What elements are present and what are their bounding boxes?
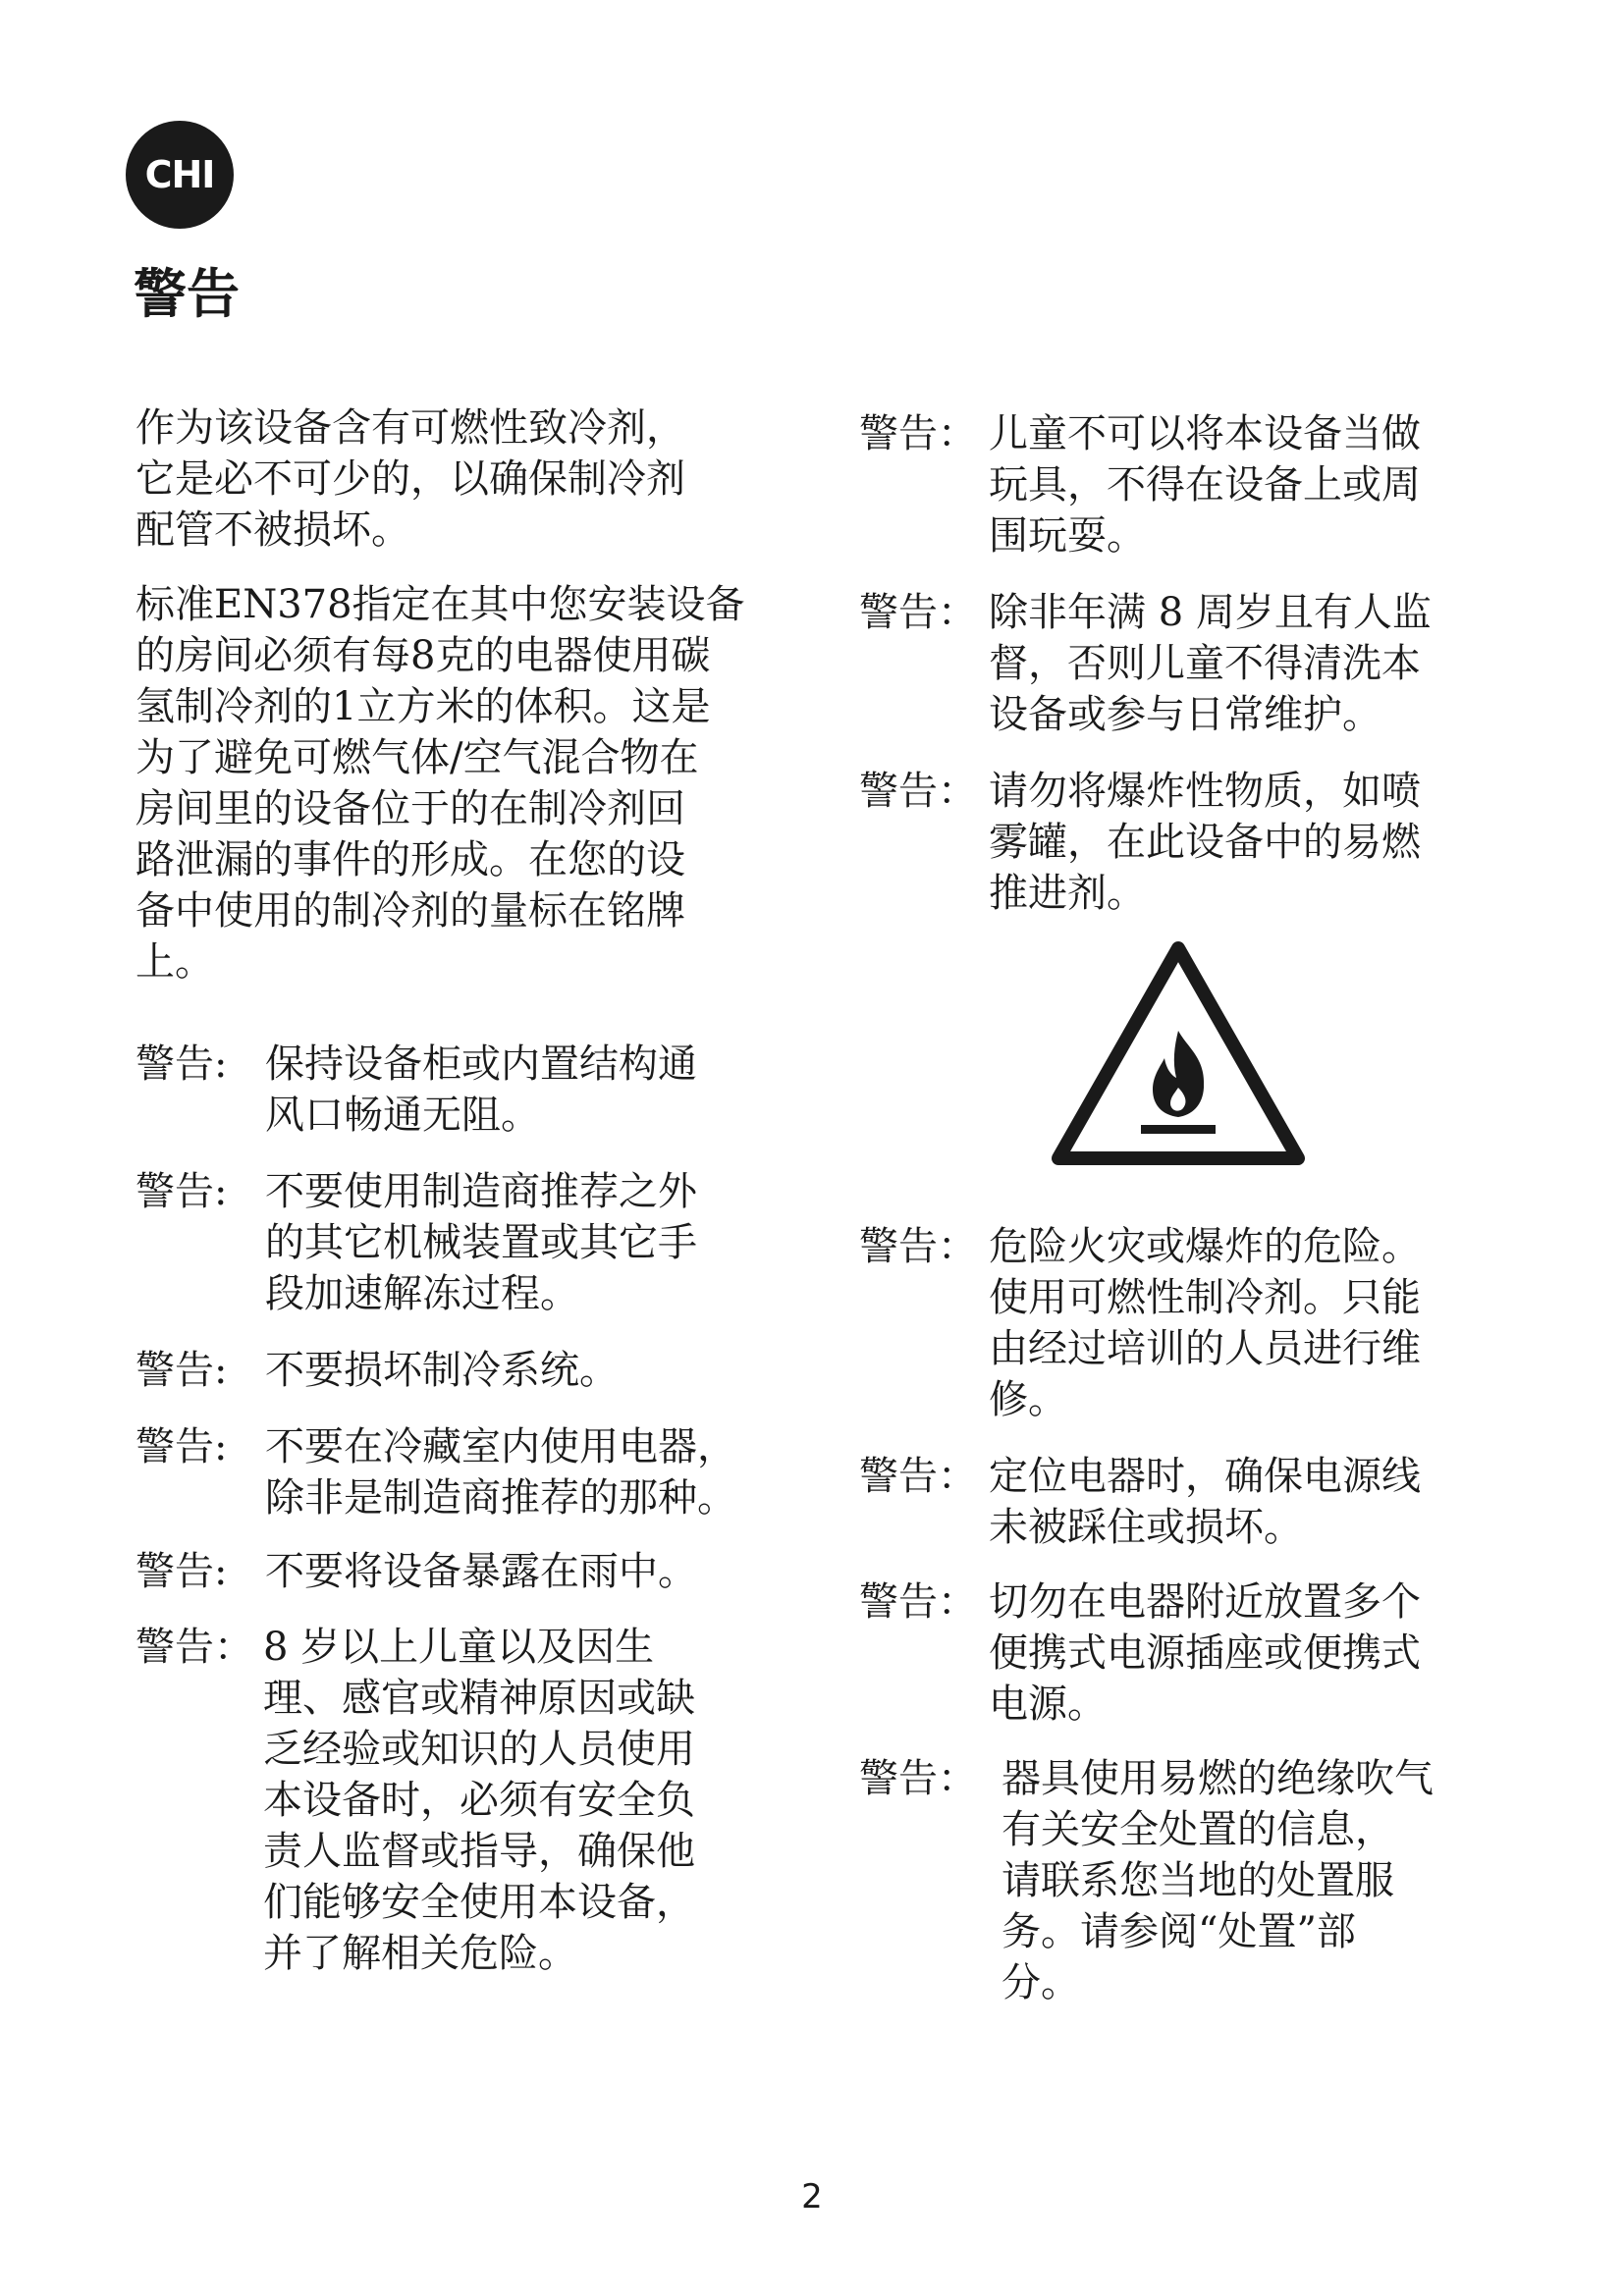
warning-label: 警告： [859, 1224, 977, 1269]
warning-text: 器具使用易燃的绝缘吹气 有关安全处置的信息， 请联系您当地的处置服 务。请参阅“处置”部 分。 [1001, 1756, 1434, 2005]
warning-label: 警告： [859, 769, 977, 814]
warning-text: 切勿在电器附近放置多个 便携式电源插座或便携式 电源。 [989, 1579, 1421, 1727]
warning-vents [135, 1039, 933, 1141]
warning-label: 警告： [859, 1454, 977, 1499]
warning-children-play [859, 408, 1624, 561]
warning-refrigerant-circuit [135, 1345, 933, 1396]
warning-text: 定位电器时，确保电源线 未被踩住或损坏。 [989, 1454, 1421, 1550]
warning-text: 除非年满 8 周岁且有人监 督，否则儿童不得清洗本 设备或参与日常维护。 [989, 590, 1432, 737]
warning-label: 警告: [135, 1041, 228, 1087]
standard-paragraph: 标准EN378指定在其中您安装设备 的房间必须有每8克的电器使用碳 氢制冷剂的1立方米的体积。这是 为了避免可燃气体/空气混合物在 房间里的设备位于的在制冷剂回 路泄漏的事件的形成。在您的设 备中使用的制冷剂的量标在铭牌 上。 [135, 582, 745, 985]
warning-label: 警告: [135, 1549, 228, 1594]
warning-electrical-appliances [135, 1421, 933, 1523]
warning-power-cord [859, 1451, 1624, 1553]
warning-explosive-substances [859, 766, 1624, 919]
warning-children-supervision [135, 1622, 852, 1979]
warning-disposal [859, 1753, 1624, 2008]
warning-portable-sockets [859, 1576, 1624, 1730]
warning-rain [135, 1546, 933, 1597]
warning-label: 警告: [135, 1169, 228, 1214]
warning-text: 危险火灾或爆炸的危险。 使用可燃性制冷剂。只能 由经过培训的人员进行维 修。 [989, 1224, 1421, 1422]
warning-label: 警告： [859, 590, 977, 635]
warning-children-cleaning [859, 587, 1624, 740]
warning-text: 不要将设备暴露在雨中。 [265, 1549, 697, 1594]
language-badge: CHI [126, 121, 234, 229]
warning-label: 警告： [859, 1579, 977, 1625]
warning-defrost [135, 1166, 933, 1319]
flammable-warning-icon [1051, 940, 1306, 1166]
warning-label: 警告： [135, 1625, 253, 1670]
warning-label: 警告： [859, 411, 977, 456]
warning-text: 保持设备柜或内置结构通 风口畅通无阻。 [265, 1041, 697, 1138]
warning-text: 不要损坏制冷系统。 [265, 1348, 619, 1393]
warning-text: 不要在冷藏室内使用电器， 除非是制造商推荐的那种。 [265, 1424, 736, 1521]
warning-fire-explosion [859, 1221, 1624, 1425]
warning-text: 不要使用制造商推荐之外 的其它机械装置或其它手 段加速解冻过程。 [265, 1169, 697, 1316]
warning-text: 儿童不可以将本设备当做 玩具，不得在设备上或周 围玩耍。 [989, 411, 1421, 559]
warning-label: 警告： [859, 1756, 977, 1801]
warning-label: 警告: [135, 1348, 228, 1393]
intro-paragraph: 作为该设备含有可燃性致冷剂， 它是必不可少的，以确保制冷剂 配管不被损坏。 [135, 405, 685, 553]
warning-text: 请勿将爆炸性物质，如喷 雾罐，在此设备中的易燃 推进剂。 [989, 769, 1421, 916]
warning-label: 警告: [135, 1424, 228, 1469]
warning-text: 8 岁以上儿童以及因生 理、感官或精神原因或缺 乏经验或知识的人员使用 本设备时，必须有安全负 责人监督或指导，确保他 们能够安全使用本设备， 并了解相关危险。 [263, 1625, 695, 1976]
page-title: 警告 [134, 263, 240, 325]
page-number: 2 [801, 2177, 823, 2216]
